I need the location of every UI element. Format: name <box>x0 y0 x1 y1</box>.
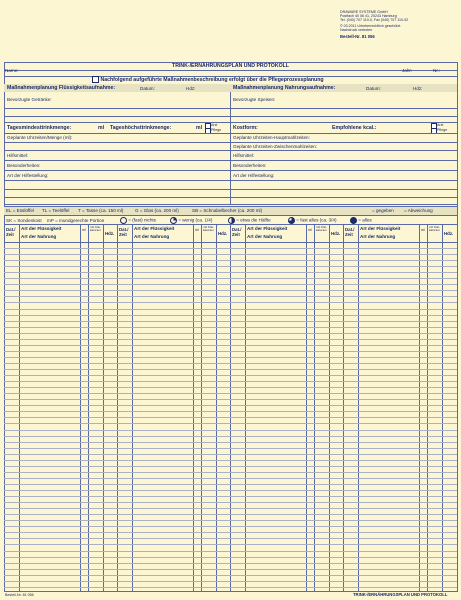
legend-little: = wenig (ca. 1/4) <box>170 217 212 224</box>
legend-glas: G = Glas (ca. 200 ml) <box>135 208 179 213</box>
daily-max-unit: ml <box>196 125 203 131</box>
empty-circle-icon <box>120 217 127 224</box>
col-date-time: Dat./ Zeit <box>6 227 16 237</box>
col-food-type: Art der Nahrung <box>247 234 283 239</box>
company-phone: Tel. (040) 707 110-0, Fax (040) 707 110-92 <box>340 18 409 22</box>
company-name: DRAWARE SYSTEME GmbH <box>340 10 388 14</box>
col-hdz: Hdz. <box>331 231 341 236</box>
full-circle-icon <box>350 217 357 224</box>
legend-sondenkost: SK = Sondenkost <box>6 218 42 223</box>
food-pflege-label: Pflege <box>437 128 448 132</box>
recommended-kcal-label: Empfohlene kcal.: <box>332 125 377 131</box>
legend-tasse: T = Tasse (ca. 150 ml) <box>78 208 124 213</box>
daily-min-label: Tagesmindesttrinkmenge: <box>7 125 72 131</box>
year-label: Jahr: <box>402 68 413 73</box>
food-aids-label: Hilfsmittel: <box>233 153 255 158</box>
legend-el: EL = Esslöffel <box>6 208 34 213</box>
reprint-text: Nachdruck verboten <box>340 28 373 32</box>
legend-mundgerecht: mP = mundgerechte Portion <box>47 218 105 223</box>
planned-times-amount-label: Geplante Uhrzeiten/Menge (ml): <box>7 135 73 140</box>
footer-title: TRINK-/ERNÄHRUNGSPLAN UND PROTOKOLL <box>353 592 448 597</box>
fluid-hdz-label: Hdz: <box>186 86 196 91</box>
three-quarter-circle-icon <box>288 217 295 224</box>
company-address: Postfach 40 06 41, 20243 Hamburg <box>340 14 397 18</box>
main-meal-times-label: Geplante Uhrzeiten-Hauptmahlzeiten: <box>233 135 310 140</box>
food-arzt-label: Arzt <box>437 123 444 127</box>
food-date-label: Datum: <box>366 86 381 91</box>
legend-schnabelbecher: SB = Schnabelbecher (ca. 200 ml) <box>192 208 263 213</box>
legend-given: = gegeben <box>372 208 394 213</box>
quarter-circle-icon <box>170 217 177 224</box>
col-date-time: Dat./ Zeit <box>345 227 355 237</box>
page-number-label: Nr.: <box>433 68 441 73</box>
legend-half: = etwa die Hälfte <box>228 217 271 224</box>
food-assist-label: Art der Hilfestellung: <box>233 173 275 178</box>
fluid-arzt-label: Arzt <box>211 123 218 127</box>
diet-label: Kostform: <box>233 125 258 131</box>
fluid-date-label: Datum: <box>140 86 155 91</box>
col-amount: ml/ Kilo- kalorien <box>90 225 102 233</box>
col-hdz: Hdz. <box>218 231 228 236</box>
fluid-special-label: Besonderheiten: <box>7 163 41 168</box>
legend-nothing: = (fast) nichts <box>120 217 156 224</box>
food-planning-heading: Maßnahmenplanung Nahrungsaufnahme: <box>233 85 336 91</box>
col-food-type: Art der Nahrung <box>21 234 57 239</box>
page-title: TRINK-/ERNÄHRUNGSPLAN UND PROTOKOLL <box>172 63 289 69</box>
col-amount: ml/ Kilo- kalorien <box>203 225 215 233</box>
name-label: Name: <box>5 68 19 73</box>
fluid-assist-label: Art der Hilfestellung: <box>7 173 49 178</box>
food-hdz-label: Hdz: <box>413 86 423 91</box>
legend-all: = alles <box>350 217 372 224</box>
fluid-planning-heading: Maßnahmenplanung Flüssigkeitsaufnahme: <box>7 85 116 91</box>
col-ml: ml <box>195 228 199 232</box>
col-ml: ml <box>82 228 86 232</box>
order-number: Bestell-Nr. 81 056 <box>340 34 375 39</box>
notice-checkbox[interactable] <box>92 76 99 83</box>
col-amount: ml/ Kilo- kalorien <box>316 225 328 233</box>
col-ml: ml <box>308 228 312 232</box>
process-planning-notice[interactable]: Nachfolgend aufgeführte Maßnahmenbeschreibung erfolgt über die Pflegeprozessplanung <box>92 76 324 83</box>
col-food-type: Art der Nahrung <box>134 234 170 239</box>
legend-almost-all: = fast alles (ca. 3/4) <box>288 217 337 224</box>
legend-deviation: = Abweichung <box>404 208 433 213</box>
col-fluid-type: Art der Flüssigkeit <box>247 226 288 231</box>
col-date-time: Dat./ Zeit <box>119 227 129 237</box>
legend-tl: TL = Teelöffel <box>42 208 70 213</box>
fluid-aids-label: Hilfsmittel: <box>7 153 29 158</box>
between-meal-times-label: Geplante Uhrzeiten-Zwischenmahlzeiten: <box>233 144 318 149</box>
copyright-text: © 03.2011 Urheberrechtlich geschützt. <box>340 24 402 28</box>
col-food-type: Art der Nahrung <box>360 234 396 239</box>
col-fluid-type: Art der Flüssigkeit <box>134 226 175 231</box>
col-fluid-type: Art der Flüssigkeit <box>21 226 62 231</box>
preferred-drinks-label: Bevorzugte Getränke: <box>7 97 52 102</box>
half-circle-icon <box>228 217 235 224</box>
footer-order-number: Bestell-Nr. 81 056 <box>5 593 34 597</box>
fluid-pflege-label: Pflege <box>211 128 222 132</box>
col-fluid-type: Art der Flüssigkeit <box>360 226 401 231</box>
col-hdz: Hdz. <box>105 231 115 236</box>
col-ml: ml <box>421 228 425 232</box>
preferred-food-label: Bevorzugte Speisen: <box>233 97 276 102</box>
daily-max-label: Tageshöchsttrinkmenge: <box>110 125 172 131</box>
daily-min-unit: ml <box>98 125 105 131</box>
col-amount: ml/ Kilo- kalorien <box>429 225 441 233</box>
col-hdz: Hdz. <box>444 231 454 236</box>
col-date-time: Dat./ Zeit <box>232 227 242 237</box>
food-special-label: Besonderheiten: <box>233 163 267 168</box>
